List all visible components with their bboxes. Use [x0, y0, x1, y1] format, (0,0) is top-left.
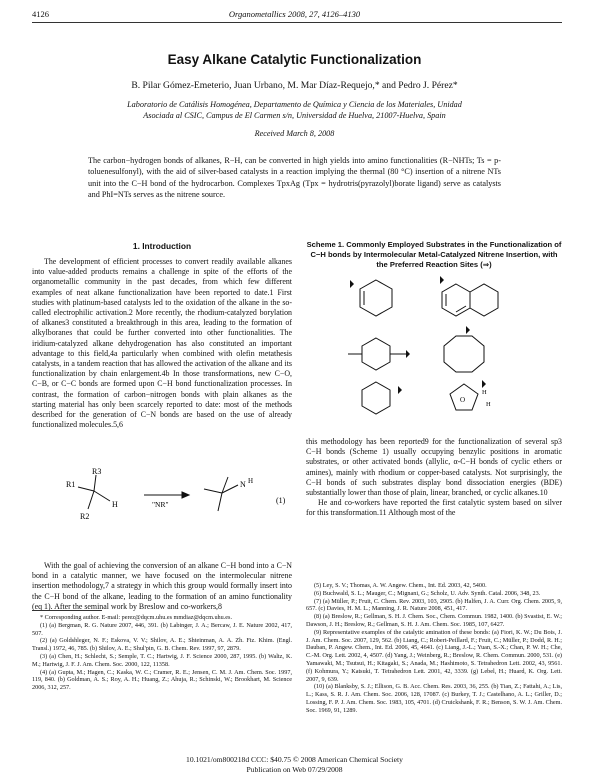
eq-r2-label: R2	[80, 512, 90, 521]
footnote: (6) Buchwald, S. L.; Mauger, C.; Mignani, G.; Scholz, U. Adv. Synth. Catal. 2006, 348, 23.	[314, 589, 541, 597]
scheme-1-graphic	[306, 276, 562, 426]
footnote: * Corresponding author. E-mail: perez@dqcm.uhu.es mmdiaz@dqcm.uhu.es.	[40, 614, 232, 621]
footer-publication: Publication on Web 07/29/2008	[246, 765, 343, 774]
eq-r3-label: R3	[92, 467, 102, 476]
paragraph: With the goal of achieving the conversion of an alkane C−H bond into a C−N bond in a catalytic manner, we have focused on the intermolecular nitrene insertion methodology,7 a strategy in which this group would formally insert into the C−H bond of the alkane, leading to the formation of an amino functionality (eq 1). After the seminal work by Breslow and co-workers,8	[32, 561, 292, 611]
eq-n-label: N	[240, 480, 246, 489]
footnotes-right	[306, 582, 562, 715]
paragraph: The development of efficient processes to convert readily available alkanes into value-added products remains a challenge in spite of the efforts of the organometallic community in the past decades, from which few different examples of neat alkane functionalization have been reported to date.1 First studies with platinum-based catalysts led to the oxidation of the alkane in the so-called electrophilic activation.2 More recently, the rhodium-catalyzed borylation of alkanes3 constituted a breakthrough in this area, leading to the formation of alkylboranes that could be further converted into other functionalities. The iridium-catalyzed alkane dehydrogenation has also constituted an important advantage to this field,4a particularly when combined with olefin metathesis catalysts, in a tandem reaction that has allowed the activation of the alkane and its functionalization by chain enlargement.4b In those transformations, new C−O, C−B, or C−C bonds are formed upon C−H bond functionalization processes. In contrast, the formation of carbon−nitrogen bonds with plain alkanes as the starting material has only been scarcely reported to date: most of the methods described for the generation of C−N bonds are based on the use of already functionalized molecules.5,6	[32, 257, 292, 430]
section-heading: 1. Introduction	[132, 241, 192, 251]
abstract: The carbon−hydrogen bonds of alkanes, R−H, can be converted in high yields into amino functionalities (R−NHTs; Ts = p-toluenesulfonyl), with the aid of silver-based catalysts in a reaction implying the thermal (80 °C) insertion of a nitrene NTs unit into the C−H bond of the hydrocarbon. Complexes TpxAg (Tpx = hydrotris(pyrazolyl)borate ligand) serve as catalysts and PhI=NTs serves as the nitrene source.	[88, 156, 501, 200]
eq-r1-label: R1	[66, 480, 76, 489]
footnote: (1) (a) Bergman, R. G. Nature 2007, 446, 391. (b) Labinger, J. A.; Bercaw, J. E. Nature 2002, 417, 507.	[32, 621, 292, 637]
author-list: B. Pilar Gómez-Emeterio, Juan Urbano, M. Mar Díaz-Requejo,* and Pedro J. Pérez*	[131, 80, 458, 91]
header-rule	[32, 22, 562, 23]
footnote: (3) (a) Chen, H.; Schlecht, S.; Semple, T. C.; Hartwig, J. F. Science 2000, 287, 1995. (b) Waltz, K. M.; Hartwig, J. F. J. Am. Chem. Soc. 2000, 122, 11358.	[32, 652, 292, 668]
paragraph: He and co-workers have reported the first catalytic system based on silver for this transformation.11 Although most of the	[306, 498, 562, 518]
footnote: (10) (a) Blanksby, S. J.; Ellison, G. B. Acc. Chem. Res. 2003, 36, 255. (b) Tian, Z.; Fattahi, A.; Lis, L.; Kass, S. R. J. Am. Chem. Soc. 2006, 128, 17087. (c) Burkey, T. J.; Castelhano, A. L.; Griller, D.; Lossing, F. P. J. Am. Chem. Soc. 1983, 105, 4701. (d) Cruickshank, F. R.; Benson, S. W. J. Am. Chem. Soc. 1969, 91, 1289.	[306, 683, 562, 714]
footnote: (9) Representative examples of the catalytic amination of these bonds: (a) Fiori, K. W.; Du Bois, J. J. Am. Chem. Soc. 2007, 129, 562. (b) Liang, C.; Robert-Peillard, F.; Fruit, C.; Müller, P.; Dodd, R. H.; Dauban, P. Angew. Chem., Int. Ed. 2006, 45, 4641. (c) Liang, J.-L.; Yuan, S.-X.; Chan, P. W. H.; Che, C.-M. Org. Lett. 2002, 4, 4507. (d) Yang, J.; Weinberg, R.; Breslow, R. Chem. Commun. 2000, 531. (e) Yamawaki, M.; Tsutsui, H.; Kitagaki, S.; Anada, M.; Hashimoto, S. Tetrahedron Lett. 2002, 43, 9561. (f) Kohmura, Y.; Katsuki, T. Tetrahedron Lett. 2001, 42, 3339. (g) Lebel, H.; Huard, K. Org. Lett. 2007, 9, 639.	[306, 628, 562, 683]
footnote: (8) (a) Breslow, R.; Gellman, S. H. J. Chem. Soc., Chem. Commun. 1982, 1400. (b) Svastist, E. W.; Dawson, J. H.; Breslow, R.; Gellman, S. H. J. Am. Chem. Soc. 1985, 107, 6427.	[306, 613, 562, 628]
footnote-rule	[32, 610, 102, 611]
affiliation	[40, 99, 549, 121]
footnote: (4) (a) Gupta, M.; Hagen, C.; Kaska, W. C.; Cramer, R. E.; Jensen, C. M. J. Am. Chem. Soc. 1997, 119, 840. (b) Goldman, A. S.; Roy, A. H.; Huang, Z.; Ahuja, R.; Schinski, W.; Brookhart, M. Science 2006, 312, 257.	[32, 668, 292, 692]
scheme-h2-label: H	[486, 401, 491, 408]
right-paragraphs	[306, 437, 562, 519]
scheme-caption: Scheme 1. Commonly Employed Substrates in the Functionalization of C−H bonds by Intermolecular Metal-Catalyzed Nitrene Insertion, with the Preferred Reaction Sites (⇒)	[306, 240, 562, 269]
article-title: Easy Alkane Catalytic Functionalization	[167, 52, 422, 67]
footnotes-left	[32, 614, 292, 692]
affiliation-line-2: Asociada al CSIC, Campus de El Carmen s/n, Universidad de Huelva, 21007-Huelva, Spain	[143, 111, 446, 120]
footnote: (5) Ley, S. V.; Thomas, A. W. Angew. Chem., Int. Ed. 2003, 42, 5400.	[314, 582, 487, 589]
equation-1-graphic	[32, 465, 292, 537]
eq-nh-label: H	[248, 477, 254, 485]
received-date: Received March 8, 2008	[254, 129, 335, 138]
footer-doi: 10.1021/om800218d CCC: $40.75 © 2008 American Chemical Society	[186, 755, 403, 764]
affiliation-line-1: Laboratorio de Catálisis Homogénea, Departamento de Química y Ciencia de los Materiales, Unidad	[127, 100, 462, 109]
journal-header: Organometallics 2008, 27, 4126–4130	[228, 9, 361, 19]
scheme-h-label: H	[482, 389, 487, 396]
intro-paragraph-1	[32, 257, 292, 430]
page-number: 4126	[32, 9, 49, 19]
paragraph: this methodology has been reported9 for the functionalization of several sp3 C−H bonds (Scheme 1) usually occupying benzylic positions in aromatic substrates, or other activated bonds (allylic, α-C−H bonds of cyclic ethers or amines), mainly with rhodium or copper-based catalysts. Not surprisingly, the C−H bonds of such substrates display bond dissociation energies (BDE) substantially lower than those of plain, linear, branched, or cyclic alkanes.10	[306, 437, 562, 498]
intro-paragraph-2	[32, 561, 292, 612]
footnote: (2) (a) Goldshleger, N. F.; Eskova, V. V.; Shilov, A. E.; Shteinman, A. A. Zh. Fiz. Khim. (Engl. Transl.) 1972, 46, 785. (b) Shilov, A. E.; Shul'pin, G. B. Chem. Rev. 1997, 97, 2879.	[32, 637, 292, 653]
eq-h-label: H	[112, 500, 118, 509]
scheme-o-label: O	[460, 396, 466, 404]
eq-arrow-label: "NR"	[152, 500, 169, 509]
footnote: (7) (a) Müller, P.; Fruit, C. Chem. Rev. 2003, 103, 2905. (b) Halfen, J. A. Curr. Org. Chem. 2005, 9, 657. (c) Davies, H. M. L.; Manning, J. R. Nature 2008, 451, 417.	[306, 597, 562, 613]
equation-number: (1)	[276, 496, 286, 505]
